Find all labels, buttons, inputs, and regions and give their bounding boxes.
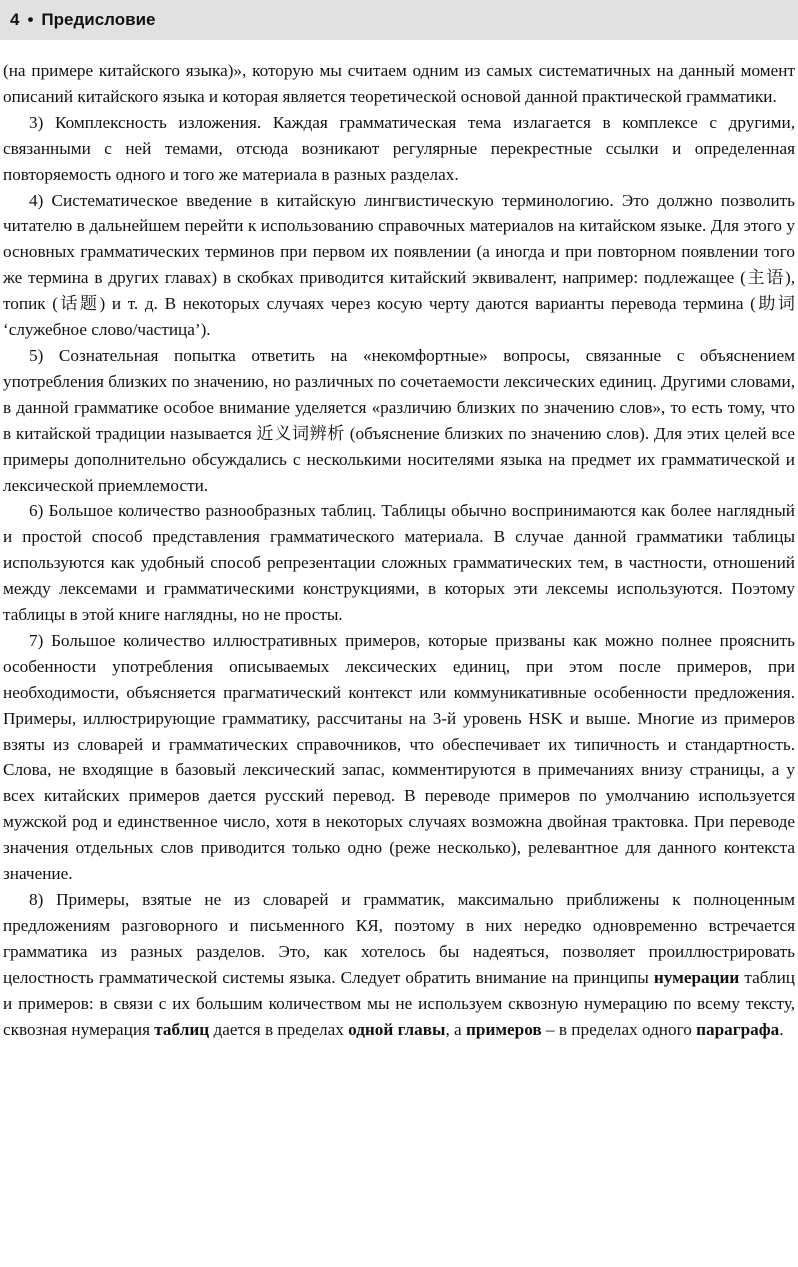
paragraph-point-8	[3, 887, 795, 1042]
bold-term-one-chapter: одной главы	[348, 1019, 446, 1039]
text-run: .	[779, 1019, 784, 1039]
body-text	[3, 58, 795, 1042]
header-title: Предисловие	[41, 10, 156, 29]
bold-term-paragraph: параграфа	[696, 1019, 780, 1039]
paragraph-continuation: (на примере китайского языка)», которую мы считаем одним из самых систематичных на данный момент описаний китайского языка и которая является теоретической основой данной практической грамматики.	[3, 61, 795, 106]
bold-term-tables: таблиц	[154, 1019, 210, 1039]
text-run: 8) Примеры, взятые не из словарей и грамматик, максимально приближены к полноценным предложениям разговорного и письменного КЯ, поэтому в них нередко одновременно встречается грамматика из разных разделов. Это, как хотелось бы надеяться, позволяет проиллюстрировать целостность грамматической системы языка. Следует обратить внимание на принципы	[3, 890, 795, 987]
bold-term-examples: примеров	[465, 1019, 542, 1039]
bold-term-numbering: нумерации	[653, 967, 740, 987]
text-run: дается в пределах	[209, 1019, 349, 1039]
paragraph-point-5: 5) Сознательная попытка ответить на «некомфортные» вопросы, связанные с объяснением употребления близких по значению, но различных по сочетаемости лексических единиц. Другими словами, в данной грамматике особое внимание уделяется «различию близких по значению слов», то есть тому, что в китайской традиции называется 近义词辨析 (объяснение близких по значению слов). Для этих целей все примеры дополнительно обсуждались с несколькими носителями языка на предмет их грамматической и лексической приемлемости.	[3, 345, 795, 495]
paragraph-point-6: 6) Большое количество разнообразных таблиц. Таблицы обычно воспринимаются как более наглядный и простой способ представления грамматического материала. В случае данной грамматики таблицы используются как удобный способ репрезентации сложных грамматических тем, в частности, отношений между лексемами и грамматическими конструкциями, в которых эти лексемы используются. Поэтому таблицы в этой книге наглядны, но не просты.	[3, 501, 795, 625]
text-run: таблиц и примеров: в связи с их большим количеством мы не используем сквозную нумерацию по всему тексту, сквозная нумерация	[3, 967, 796, 1039]
paragraph-point-7: 7) Большое количество иллюстративных примеров, которые призваны как можно полнее прояснить особенности употребления описываемых лексических единиц, при этом после примеров, при необходимости, объясняется прагматический контекст или коммуникативные особенности предложения. Примеры, иллюстрирующие грамматику, рассчитаны на 3-й уровень HSK и выше. Многие из примеров взяты из словарей и грамматических справочников, что обеспечивает их типичность и стандартность. Слова, не входящие в базовый лексический запас, комментируются в примечаниях внизу страницы, а у всех китайских примеров дается русский перевод. В переводе примеров по умолчанию используется мужской род и единственное число, хотя в некоторых случаях возможна двойная трактовка. При переводе значения отдельных слов приводится только одно (реже несколько), релевантное для данного контекста значение.	[3, 630, 795, 884]
page-number: 4	[10, 10, 20, 29]
text-run: , а	[445, 1019, 466, 1039]
paragraph-point-4: 4) Систематическое введение в китайскую лингвистическую терминологию. Это должно позволить читателю в дальнейшем перейти к использованию справочных материалов на китайском языке. Для этого у основных грамматических терминов при первом их появлении (а иногда и при повторном появлении того же термина в других главах) в скобках приводится китайский эквивалент, например: подлежащее (主语), топик (话题) и т. д. В некоторых случаях через косую черту даются варианты перевода термина (助词 ‘служебное слово/частица’).	[3, 190, 795, 340]
paragraph-point-3: 3) Комплексность изложения. Каждая грамматическая тема излагается в комплексе с другими, связанными с ней темами, отсюда возникают регулярные перекрестные ссылки и определенная повторяемость одного и того же материала в разных разделах.	[3, 112, 795, 184]
text-run: – в пределах одного	[541, 1019, 697, 1039]
header-bullet: •	[27, 10, 34, 29]
running-header	[0, 0, 798, 40]
